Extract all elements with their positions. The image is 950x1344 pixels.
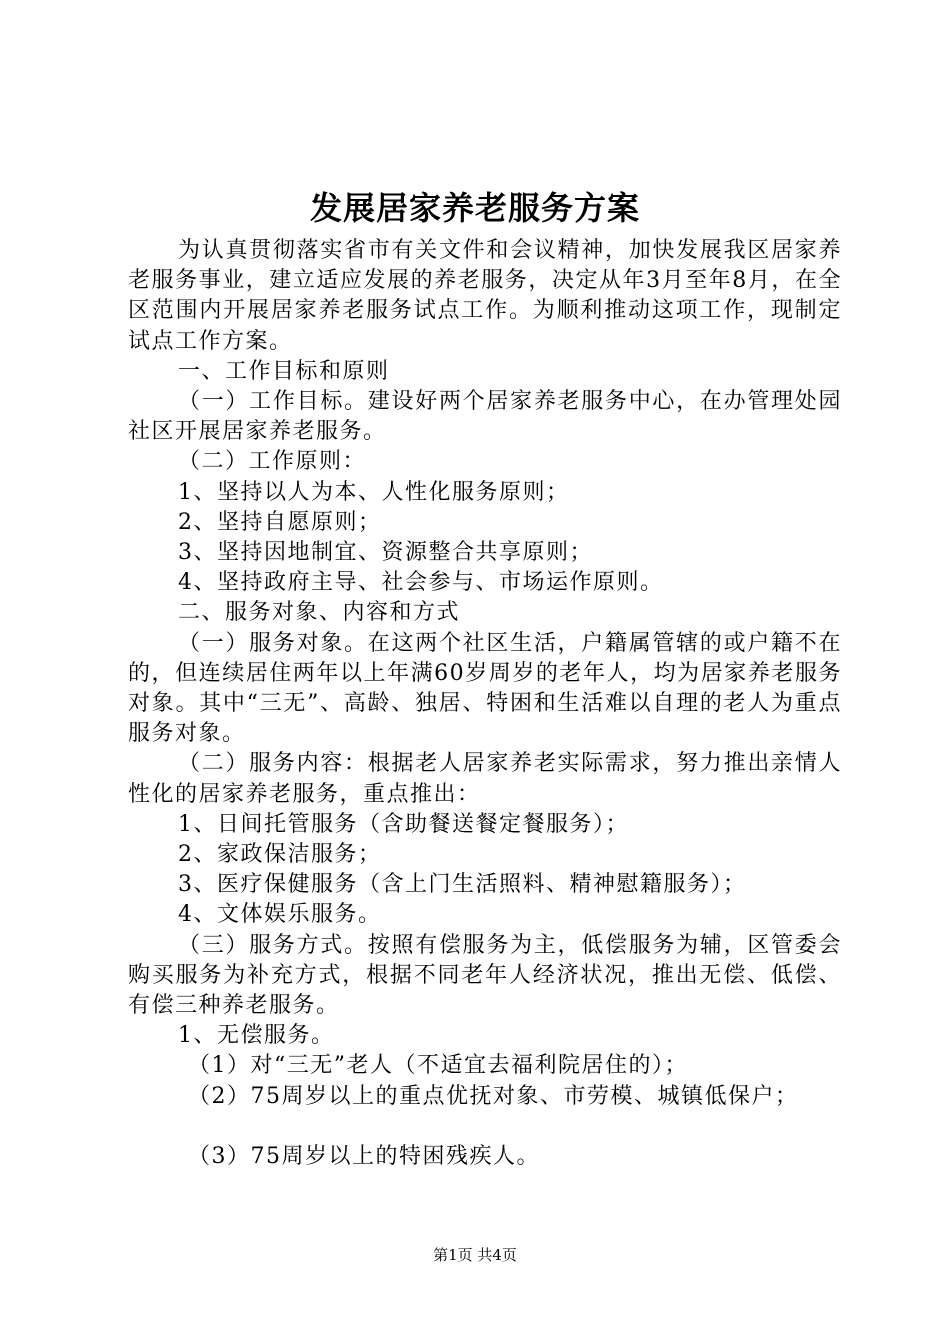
service-item: 2、家政保洁服务； [178,842,382,868]
subsection-principles: （二）工作原则： [178,449,367,475]
subsection-service-content: （二）服务内容：根据老人居家养老实际需求，努力推出亲情人性化的居家养老服务，重点推出： [128,751,842,807]
service-item: 3、医疗保健服务（含上门生活照料、精神慰籍服务）； [178,872,747,898]
free-service-heading: 1、无偿服务。 [178,1023,335,1049]
free-service-item: （2）75周岁以上的重点优抚对象、市劳模、城镇低保户； [188,1083,799,1109]
section-heading-1: 一、工作目标和原则 [178,358,390,384]
principle-item: 2、坚持自愿原则； [178,509,382,535]
subsection-service-method: （三）服务方式。按照有偿服务为主，低偿服务为辅，区管委会购买服务为补充方式，根据不同老年人经济状况，推出无偿、低偿、有偿三种养老服务。 [128,932,842,1019]
principle-item: 1、坚持以人为本、人性化服务原则； [178,479,570,505]
subsection-goal: （一）工作目标。建设好两个居家养老服务中心，在办管理处园社区开展居家养老服务。 [128,389,842,445]
page-footer: 第1页 共4页 [433,1246,517,1264]
free-service-item: （1）对“三无”老人（不适宜去福利院居住的）； [188,1053,688,1079]
paragraph-gap [128,1112,842,1142]
principle-item: 3、坚持因地制宜、资源整合共享原则； [178,540,593,566]
section-heading-2: 二、服务对象、内容和方式 [178,600,461,626]
service-item: 1、日间托管服务（含助餐送餐定餐服务）； [178,811,629,837]
document-body [128,236,842,1172]
subsection-service-targets: （一）服务对象。在这两个社区生活，户籍属管辖的或户籍不在的，但连续居住两年以上年满60岁周岁的老年人，均为居家养老服务对象。其中“三无”、高龄、独居、特困和生活难以自理的老人为重点服务对象。 [128,630,842,747]
free-service-item: （3）75周岁以上的特困残疾人。 [188,1143,540,1169]
document-title: 发展居家养老服务方案 [309,189,640,227]
intro-paragraph: 为认真贯彻落实省市有关文件和会议精神，加快发展我区居家养老服务事业，建立适应发展的养老服务，决定从年3月至年8月，在全区范围内开展居家养老服务试点工作。为顺利推动这项工作，现制定试点工作方案。 [128,238,842,354]
principle-item: 4、坚持政府主导、社会参与、市场运作原则。 [178,570,664,596]
service-item: 4、文体娱乐服务。 [178,902,382,928]
